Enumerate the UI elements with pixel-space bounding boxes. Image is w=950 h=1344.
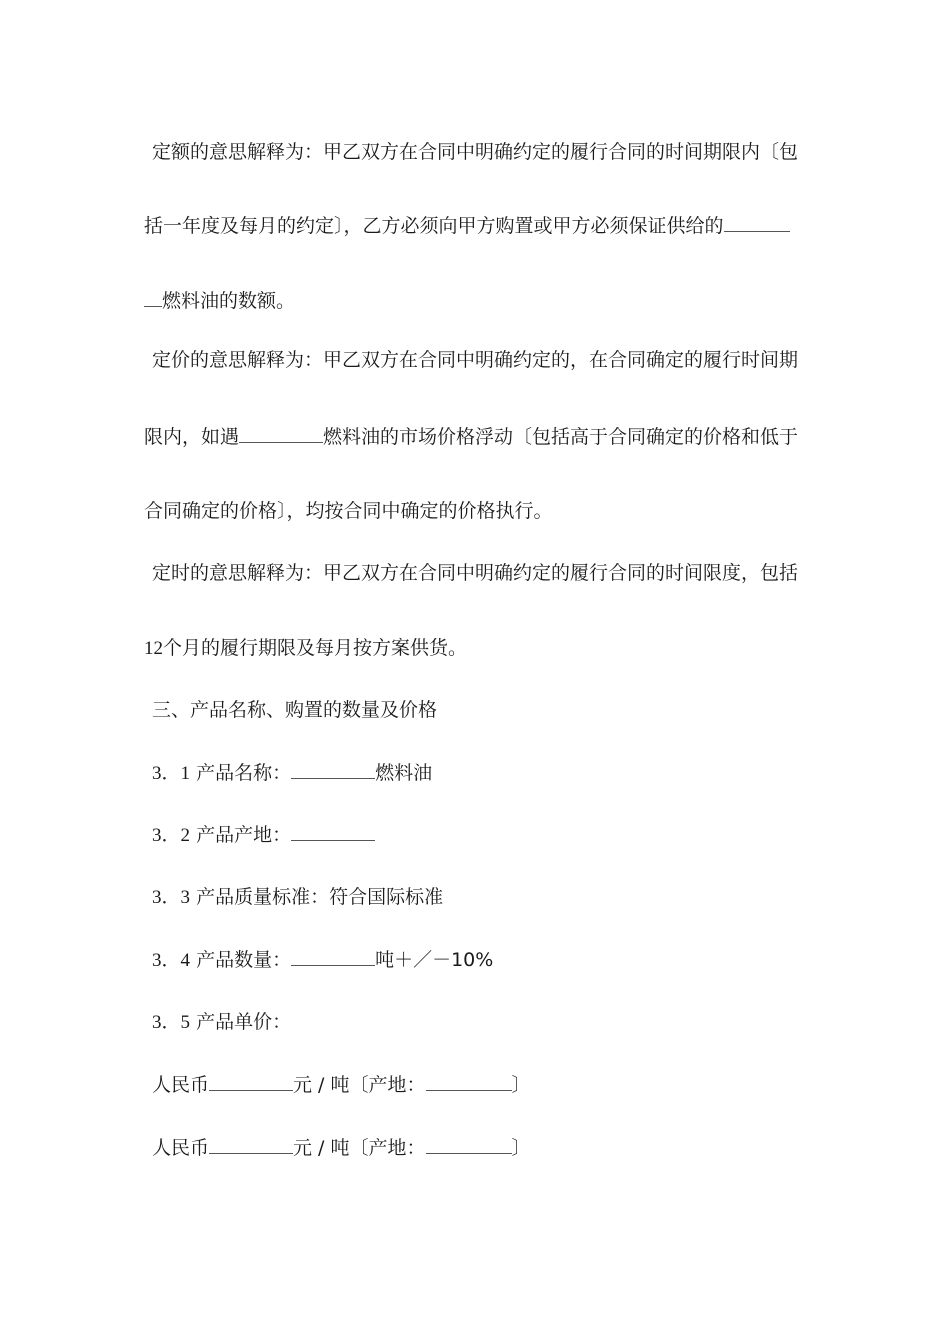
- item-3-4: [152, 947, 493, 973]
- time-line-1: [152, 561, 798, 585]
- item-suffix: 燃料油: [375, 762, 433, 784]
- item-number: 3．1: [152, 763, 191, 784]
- item-3-3: [152, 885, 443, 910]
- item-number: 3．3: [152, 887, 191, 908]
- item-3-1: [152, 760, 432, 786]
- price-row-close: 〕: [511, 1074, 531, 1096]
- price-line-3: [144, 499, 553, 523]
- section-heading: [152, 698, 437, 722]
- item-label: 产品单价：: [196, 1011, 292, 1033]
- item-label: 产品数量：: [196, 949, 292, 971]
- blank-field: [144, 288, 162, 307]
- quota-text-2: 括一年度及每月的约定〕，乙方必须向甲方购置或甲方必须保证供给的: [144, 215, 724, 237]
- time-text-2: 个月的履行期限及每月按方案供货。: [163, 637, 468, 659]
- quota-line-1: [152, 140, 798, 164]
- price-text-1: 定价的意思解释为：甲乙双方在合同中明确约定的，在合同确定的履行时间期: [152, 349, 799, 371]
- time-text-1: 定时的意思解释为：甲乙双方在合同中明确约定的履行合同的时间限度，包括: [152, 562, 799, 584]
- blank-field: [291, 947, 375, 966]
- price-row-1: [152, 1072, 531, 1097]
- quota-line-2: [144, 213, 790, 238]
- blank-field: [291, 822, 375, 841]
- price-text-2a: 限内，如遇: [144, 426, 240, 448]
- quota-line-3: [144, 288, 295, 313]
- time-months-number: 12: [144, 638, 163, 659]
- price-row-unit: 元 / 吨〔产地：: [293, 1074, 426, 1096]
- item-label: 产品产地：: [196, 824, 292, 846]
- blank-field: [291, 760, 375, 779]
- item-number: 3．2: [152, 825, 191, 846]
- price-row-unit: 元 / 吨〔产地：: [293, 1137, 426, 1159]
- price-row-close: 〕: [511, 1137, 531, 1159]
- item-number: 3．5: [152, 1012, 191, 1033]
- time-line-2: [144, 636, 467, 661]
- price-row-prefix: 人民币: [152, 1074, 210, 1096]
- item-3-2: [152, 822, 375, 848]
- price-text-3: 合同确定的价格〕，均按合同中确定的价格执行。: [144, 500, 553, 522]
- blank-field: [426, 1072, 512, 1091]
- item-label: 产品名称：: [196, 762, 292, 784]
- price-text-2b: 燃料油的市场价格浮动〔包括高于合同确定的价格和低于: [323, 426, 799, 448]
- blank-field: [426, 1135, 512, 1154]
- price-line-2: [144, 424, 798, 449]
- item-number: 3．4: [152, 950, 191, 971]
- blank-field: [239, 424, 323, 443]
- price-row-prefix: 人民币: [152, 1137, 210, 1159]
- item-3-5: [152, 1010, 291, 1035]
- blank-field: [209, 1072, 293, 1091]
- price-row-2: [152, 1135, 531, 1160]
- section-heading-text: 三、产品名称、购置的数量及价格: [152, 699, 438, 721]
- quota-text-1: 定额的意思解释为：甲乙双方在合同中明确约定的履行合同的时间期限内〔包: [152, 141, 799, 163]
- item-label: 产品质量标准：符合国际标准: [196, 886, 444, 908]
- blank-field: [209, 1135, 293, 1154]
- quota-text-3: 燃料油的数额。: [162, 290, 296, 312]
- price-line-1: [152, 348, 798, 372]
- blank-field: [724, 213, 790, 232]
- item-suffix: 吨＋／－10%: [375, 949, 494, 971]
